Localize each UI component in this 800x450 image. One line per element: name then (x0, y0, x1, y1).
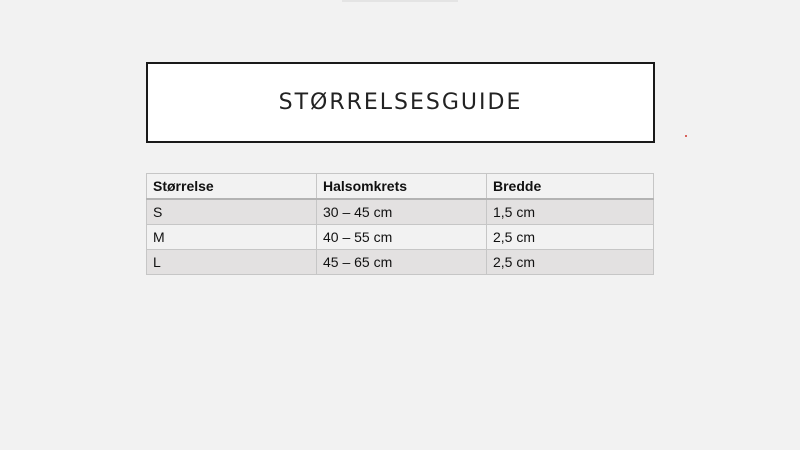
cell-size: S (147, 199, 317, 225)
table-row (147, 225, 654, 250)
size-guide-table (146, 173, 654, 275)
cell-size: L (147, 250, 317, 275)
header-size: Størrelse (147, 174, 317, 200)
cell-width: 2,5 cm (487, 225, 654, 250)
table-row (147, 199, 654, 225)
table-row (147, 250, 654, 275)
accent-dot (685, 135, 687, 137)
slide-title: STØRRELSESGUIDE (278, 90, 523, 115)
header-neck-circumference: Halsomkrets (317, 174, 487, 200)
cell-width: 2,5 cm (487, 250, 654, 275)
cell-size: M (147, 225, 317, 250)
cell-neck: 30 – 45 cm (317, 199, 487, 225)
table-header-row (147, 174, 654, 200)
header-width: Bredde (487, 174, 654, 200)
cell-width: 1,5 cm (487, 199, 654, 225)
top-tab-strip (342, 0, 458, 2)
title-box (146, 62, 655, 143)
cell-neck: 45 – 65 cm (317, 250, 487, 275)
cell-neck: 40 – 55 cm (317, 225, 487, 250)
